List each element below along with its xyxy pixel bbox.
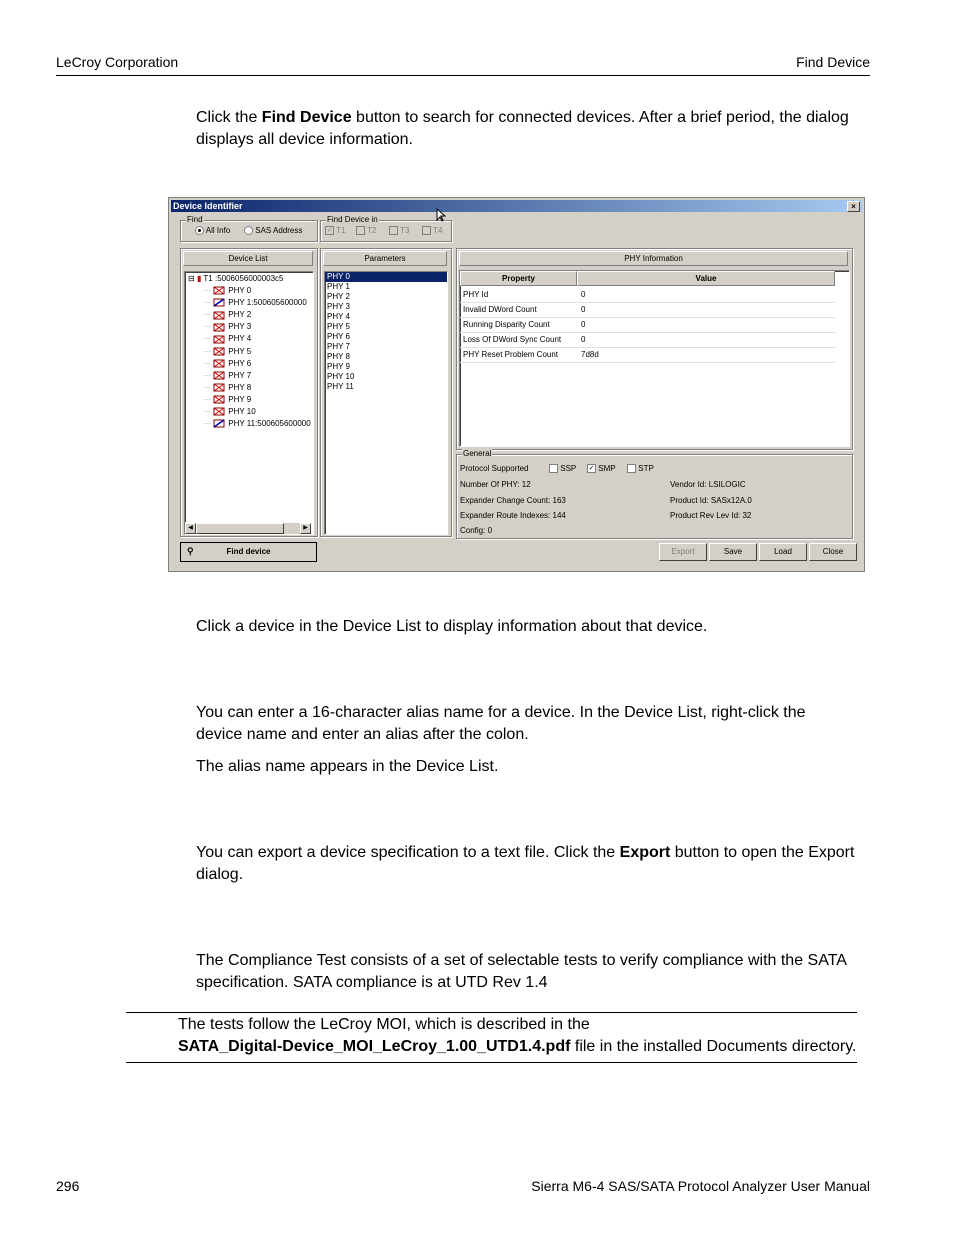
phy-icon <box>213 335 225 344</box>
phy-icon <box>213 383 225 392</box>
tree-phy-label: PHY 8 <box>228 382 252 392</box>
manual-title: Sierra M6-4 SAS/SATA Protocol Analyzer User Manual <box>531 1178 870 1194</box>
checkbox-icon <box>627 464 636 473</box>
parameter-item[interactable]: PHY 2 <box>327 292 350 301</box>
dialog-title: Device Identifier <box>173 201 243 211</box>
product-id: Product Id: SASx12A.0 <box>670 496 752 505</box>
checkbox-icon <box>389 226 398 235</box>
tree-phy-label: PHY 2 <box>228 310 252 320</box>
device-tree[interactable] <box>184 271 314 535</box>
phy-info-row[interactable] <box>460 332 835 348</box>
tree-phy-item[interactable]: ··· PHY 5 <box>203 346 252 356</box>
intro-post: button to search for connected devices. After a brief period, the dialog displays all device information. <box>196 109 849 148</box>
config: Config: 0 <box>460 526 493 535</box>
note-line1: The tests follow the LeCroy MOI, which is described in the <box>178 1016 590 1033</box>
smp-label: SMP <box>598 464 616 473</box>
phy-info-table <box>459 270 850 447</box>
stp-label: STP <box>638 464 654 473</box>
tree-phy-label: PHY 3 <box>228 322 252 332</box>
radio-on-icon <box>195 226 204 235</box>
find-in-t4-label: T4 <box>433 226 443 235</box>
value-cell: 0 <box>581 320 586 329</box>
export-bold: Export <box>619 844 671 861</box>
intro-paragraph <box>196 107 856 151</box>
phy-info-row[interactable] <box>460 287 835 303</box>
horizontal-scrollbar[interactable] <box>185 522 311 534</box>
tree-phy-item[interactable]: ··· PHY 0 <box>203 286 252 295</box>
value-cell: 0 <box>581 290 586 299</box>
general-label: General <box>463 449 492 458</box>
find-in-t4[interactable] <box>422 226 442 235</box>
radio-off-icon <box>244 226 253 235</box>
tree-phy-item[interactable]: ··· PHY 6 <box>203 358 252 368</box>
phy-linked-icon <box>213 298 225 307</box>
find-sas-address-label: SAS Address <box>255 226 303 235</box>
device-list-paragraph: Click a device in the Device List to display information about that device. <box>196 618 708 635</box>
scroll-left-icon[interactable]: ◀ <box>185 523 196 534</box>
property-cell: PHY Reset Problem Count <box>463 350 559 359</box>
parameter-item[interactable]: PHY 4 <box>327 312 350 321</box>
parameter-item[interactable]: PHY 8 <box>327 352 350 361</box>
tree-phy-label: PHY 5 <box>228 346 252 356</box>
export-post: button to open the Export dialog. <box>196 844 855 883</box>
phy-icon <box>213 371 225 380</box>
parameter-item[interactable]: PHY 7 <box>327 342 350 351</box>
tree-root[interactable] <box>188 273 284 285</box>
export-button[interactable]: Export <box>659 543 707 561</box>
tree-expander-icon[interactable]: ⊟ <box>188 274 195 283</box>
find-sas-address-option[interactable] <box>244 226 302 235</box>
checkbox-checked-icon: ✓ <box>326 227 333 235</box>
phy-icon <box>213 286 225 295</box>
close-icon[interactable]: × <box>847 201 860 212</box>
property-cell: Invalid DWord Count <box>463 305 537 314</box>
note-rule-bottom <box>126 1062 857 1063</box>
value-col-header[interactable]: Value <box>577 271 835 286</box>
phy-info-row[interactable] <box>460 317 835 333</box>
ssp-label: SSP <box>560 464 577 473</box>
scroll-thumb[interactable] <box>196 523 284 534</box>
save-button[interactable]: Save <box>709 543 757 561</box>
alias-paragraph: You can enter a 16-character alias name for a device. In the Device List, right-click the device name and enter an alias after the colon. <box>196 704 806 743</box>
checkbox-checked-icon: ✓ <box>588 465 595 473</box>
find-device-label: Find device <box>226 547 271 556</box>
parameters-header: Parameters <box>323 251 447 266</box>
device-list-panel <box>180 248 318 537</box>
find-device-button[interactable] <box>180 542 317 562</box>
tree-phy-item[interactable]: ··· PHY 4 <box>203 334 252 344</box>
tree-phy-item[interactable]: ··· PHY 3 <box>203 322 252 332</box>
dialog-titlebar <box>171 200 862 212</box>
find-in-t1-label: T1 <box>336 226 346 235</box>
checkbox-icon <box>422 226 431 235</box>
expander-route-indexes: Expander Route Indexes: 144 <box>460 511 566 520</box>
find-in-t1[interactable] <box>325 226 345 235</box>
intro-bold: Find Device <box>261 109 352 126</box>
parameter-item[interactable]: PHY 1 <box>327 282 350 291</box>
tree-phy-item[interactable]: ··· PHY 7 <box>203 370 252 380</box>
phy-info-header: PHY Information <box>459 251 848 266</box>
note-paragraph <box>178 1014 878 1058</box>
parameters-list[interactable] <box>324 271 448 535</box>
phy-icon <box>213 311 225 320</box>
tree-phy-item[interactable]: ··· PHY 9 <box>203 394 252 404</box>
compliance-paragraph: The Compliance Test consists of a set of selectable tests to verify compliance with the SATA specification. SATA compliance is at UTD Rev 1.4 <box>196 952 847 991</box>
protocol-supported-label: Protocol Supported <box>460 464 529 473</box>
tree-phy-label: PHY 11:500605600000 <box>228 419 311 429</box>
tree-phy-label: PHY 9 <box>228 394 252 404</box>
phy-icon <box>213 347 225 356</box>
property-cell: Running Disparity Count <box>463 320 550 329</box>
tree-phy-label: PHY 10 <box>228 407 256 416</box>
find-device-in-label: Find Device in <box>327 215 378 224</box>
device-list-header: Device List <box>183 251 313 266</box>
tree-phy-label: PHY 0 <box>228 286 252 295</box>
alias-appears-paragraph: The alias name appears in the Device List. <box>196 758 499 775</box>
tree-phy-item[interactable]: ··· PHY 8 <box>203 382 252 392</box>
property-cell: Loss Of DWord Sync Count <box>463 335 562 344</box>
tree-phy-label: PHY 6 <box>228 358 252 368</box>
vendor-id: Vendor Id: LSILOGIC <box>670 480 746 489</box>
find-in-t2-label: T2 <box>367 226 377 235</box>
parameter-item[interactable]: PHY 5 <box>327 322 350 331</box>
value-cell: 0 <box>581 305 586 314</box>
find-in-t3[interactable] <box>389 226 409 235</box>
scroll-right-icon[interactable]: ▶ <box>300 523 311 534</box>
magnifier-icon: ⚲ <box>187 546 194 556</box>
expander-change-count: Expander Change Count: 163 <box>460 496 566 505</box>
property-col-header[interactable]: Property <box>460 271 577 286</box>
find-device-in-group <box>320 215 452 242</box>
close-button[interactable]: Close <box>809 543 857 561</box>
parameters-panel <box>320 248 452 537</box>
general-group <box>456 449 853 539</box>
phy-info-panel <box>456 248 853 450</box>
device-icon: ▮ <box>196 274 202 283</box>
tree-phy-item[interactable]: ··· PHY 11:500605600000 <box>203 419 311 429</box>
checkbox-icon <box>356 226 365 235</box>
header-left: LeCroy Corporation <box>56 54 179 70</box>
stp-checkbox <box>627 464 654 473</box>
tree-phy-item[interactable]: ··· PHY 2 <box>203 310 252 320</box>
device-identifier-dialog <box>168 197 865 572</box>
product-rev-level: Product Rev Lev Id: 32 <box>670 511 752 520</box>
phy-linked-icon <box>213 419 225 428</box>
find-group-label: Find <box>187 215 203 224</box>
phy-icon <box>213 395 225 404</box>
export-pre: You can export a device specification to a text file. Click the <box>196 844 620 861</box>
tree-phy-label: PHY 1:500605600000 <box>228 298 307 308</box>
parameter-item[interactable]: PHY 3 <box>327 302 350 311</box>
smp-checkbox <box>587 464 616 473</box>
header-right: Find Device <box>796 54 870 70</box>
phy-info-row[interactable] <box>460 347 835 363</box>
tree-phy-item[interactable]: ··· PHY 1:500605600000 <box>203 298 307 308</box>
load-button[interactable]: Load <box>759 543 807 561</box>
phy-icon <box>213 407 225 416</box>
find-in-t2[interactable] <box>356 226 376 235</box>
parameter-item[interactable]: PHY 0 <box>325 272 447 282</box>
tree-root-label: T1 :5006056000003c5 <box>203 274 284 283</box>
find-in-t3-label: T3 <box>400 226 410 235</box>
tree-phy-label: PHY 7 <box>228 370 252 380</box>
ssp-checkbox <box>549 464 576 473</box>
phy-icon <box>213 359 225 368</box>
tree-phy-label: PHY 4 <box>228 334 252 344</box>
checkbox-icon <box>549 464 558 473</box>
find-all-info-option[interactable] <box>195 226 230 235</box>
property-cell: PHY Id <box>463 290 489 299</box>
mouse-cursor-icon <box>436 208 446 222</box>
parameter-item[interactable]: PHY 11 <box>327 382 354 391</box>
find-group <box>180 215 318 242</box>
note-filename: SATA_Digital-Device_MOI_LeCroy_1.00_UTD1.4.pdf <box>178 1038 571 1055</box>
note-rule-top <box>126 1012 857 1013</box>
parameter-item[interactable]: PHY 10 <box>327 372 355 381</box>
find-all-info-label: All Info <box>205 226 231 235</box>
export-paragraph <box>196 842 856 886</box>
header-rule <box>56 75 870 76</box>
value-cell: 7d8d <box>581 350 599 359</box>
tree-phy-item[interactable]: ··· PHY 10 <box>203 407 256 416</box>
intro-pre: Click the <box>196 109 262 126</box>
page-number: 296 <box>56 1178 80 1194</box>
parameter-item[interactable]: PHY 9 <box>327 362 350 371</box>
parameter-item[interactable]: PHY 6 <box>327 332 350 341</box>
value-cell: 0 <box>581 335 586 344</box>
phy-icon <box>213 323 225 332</box>
phy-info-row[interactable] <box>460 302 835 318</box>
note-post: file in the installed Documents directory. <box>570 1038 857 1055</box>
number-of-phy: Number Of PHY: 12 <box>460 480 531 489</box>
